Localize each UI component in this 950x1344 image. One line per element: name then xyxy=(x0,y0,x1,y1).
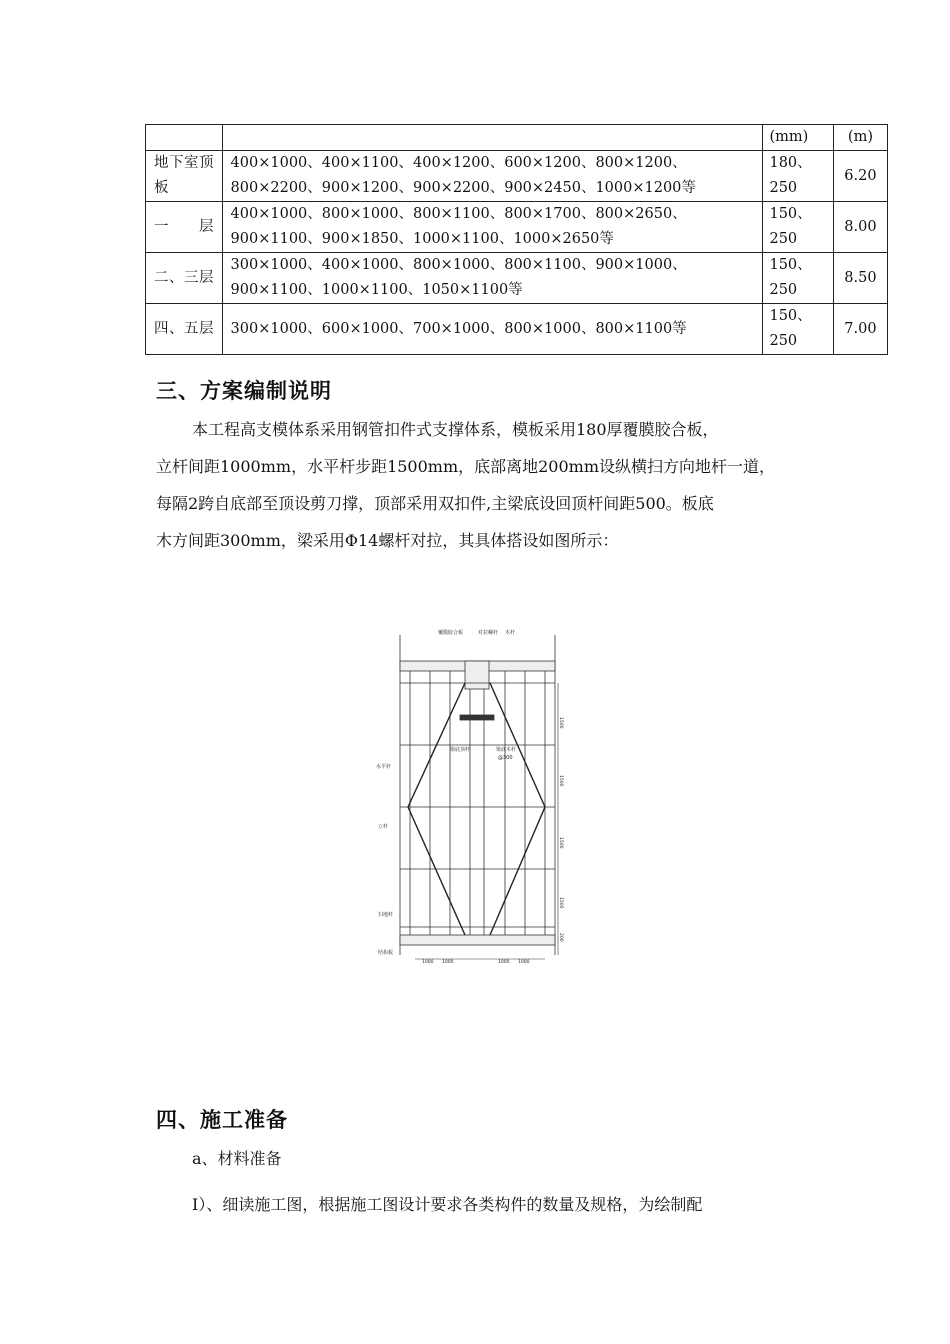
dim-step-mid1: 1500 xyxy=(558,775,563,787)
beam-sizes-cell: 400×1000、800×1000、800×1100、800×1700、800×2650、900×1100、900×1850、1000×1100、1000×2650等 xyxy=(222,202,763,253)
floor-height-cell: 7.00 xyxy=(833,304,887,355)
floor-name-cell: 一层 xyxy=(146,202,223,253)
floor-height-cell: 8.50 xyxy=(833,253,887,304)
label-bolt: 对拉螺杆 xyxy=(478,630,499,636)
dim-span1: 1000 xyxy=(422,960,434,965)
table-row xyxy=(146,151,888,202)
table-row xyxy=(146,202,888,253)
section-paragraph xyxy=(156,411,846,559)
beam-size-table xyxy=(145,124,888,355)
header-cell: (mm) xyxy=(763,125,833,151)
section-heading: 四、施工准备 xyxy=(156,1108,288,1132)
floor-height-cell: 8.00 xyxy=(833,202,887,253)
section-heading: 三、方案编制说明 xyxy=(156,379,332,403)
dim-span2: 1000 xyxy=(442,960,454,965)
scaffold-diagram xyxy=(360,625,580,985)
label-wood: 木杆 xyxy=(505,630,516,636)
slab-thickness-cell: 150、250 xyxy=(763,202,833,253)
beam-sizes-cell: 300×1000、600×1000、700×1000、800×1000、800×1100等 xyxy=(222,304,763,355)
floor-name-cell: 四、五层 xyxy=(146,304,223,355)
header-cell xyxy=(222,125,763,151)
paragraph-line: 每隔2跨自底部至顶设剪刀撑，顶部采用双扣件,主梁底设回顶杆间距500。板底 xyxy=(156,494,714,513)
header-cell: (m) xyxy=(833,125,887,151)
table-header-row xyxy=(146,125,888,151)
dim-step-bottom: 1500 xyxy=(558,897,563,909)
dim-base: 200 xyxy=(558,933,563,942)
slab-thickness-cell: 180、250 xyxy=(763,151,833,202)
label-sweep: 扫地杆 xyxy=(378,912,394,918)
subsection-label: a、材料准备 xyxy=(192,1149,282,1168)
paragraph-line: 本工程高支模体系采用钢管扣件式支撑体系，模板采用180厚覆膜胶合板， xyxy=(192,420,719,439)
paragraph-line: 木方间距300mm，梁采用Φ14螺杆对拉，其具体搭设如图所示： xyxy=(156,531,619,550)
beam-sizes-cell: 300×1000、400×1000、800×1000、800×1100、900×1000、900×1100、1000×1100、1050×1100等 xyxy=(222,253,763,304)
floor-height-cell: 6.20 xyxy=(833,151,887,202)
floor-name-cell: 二、三层 xyxy=(146,253,223,304)
beam-sizes-cell: 400×1000、400×1100、400×1200、600×1200、800×1200、800×2200、900×1200、900×2200、900×2450、1000×1200等 xyxy=(222,151,763,202)
floor-name-cell: 地下室顶板 xyxy=(146,151,223,202)
label-beam-wood-spacing: @300 xyxy=(498,755,513,761)
dim-span4: 1000 xyxy=(518,960,530,965)
dim-step-top: 1500 xyxy=(558,717,563,729)
slab-thickness-cell: 150、250 xyxy=(763,253,833,304)
paragraph-line: Ⅰ）、细读施工图，根据施工图设计要求各类构件的数量及规格，为绘制配 xyxy=(192,1195,703,1214)
label-vertical: 立杆 xyxy=(378,824,389,830)
label-floor: 结构板 xyxy=(378,950,394,956)
dim-span3: 1000 xyxy=(498,960,510,965)
label-beam-pole: 梁底顶杆 xyxy=(450,747,471,753)
label-beam-wood: 梁底木杆 xyxy=(496,747,517,753)
label-horizontal: 水平杆 xyxy=(376,764,392,770)
paragraph-line: 立杆间距1000mm，水平杆步距1500mm，底部离地200mm设纵横扫方向地杆一道， xyxy=(156,457,776,476)
dim-step-mid2: 1500 xyxy=(558,837,563,849)
slab-thickness-cell: 150、250 xyxy=(763,304,833,355)
header-cell xyxy=(146,125,223,151)
table-row xyxy=(146,304,888,355)
label-plywood: 覆膜胶合板 xyxy=(438,630,464,636)
table-row xyxy=(146,253,888,304)
